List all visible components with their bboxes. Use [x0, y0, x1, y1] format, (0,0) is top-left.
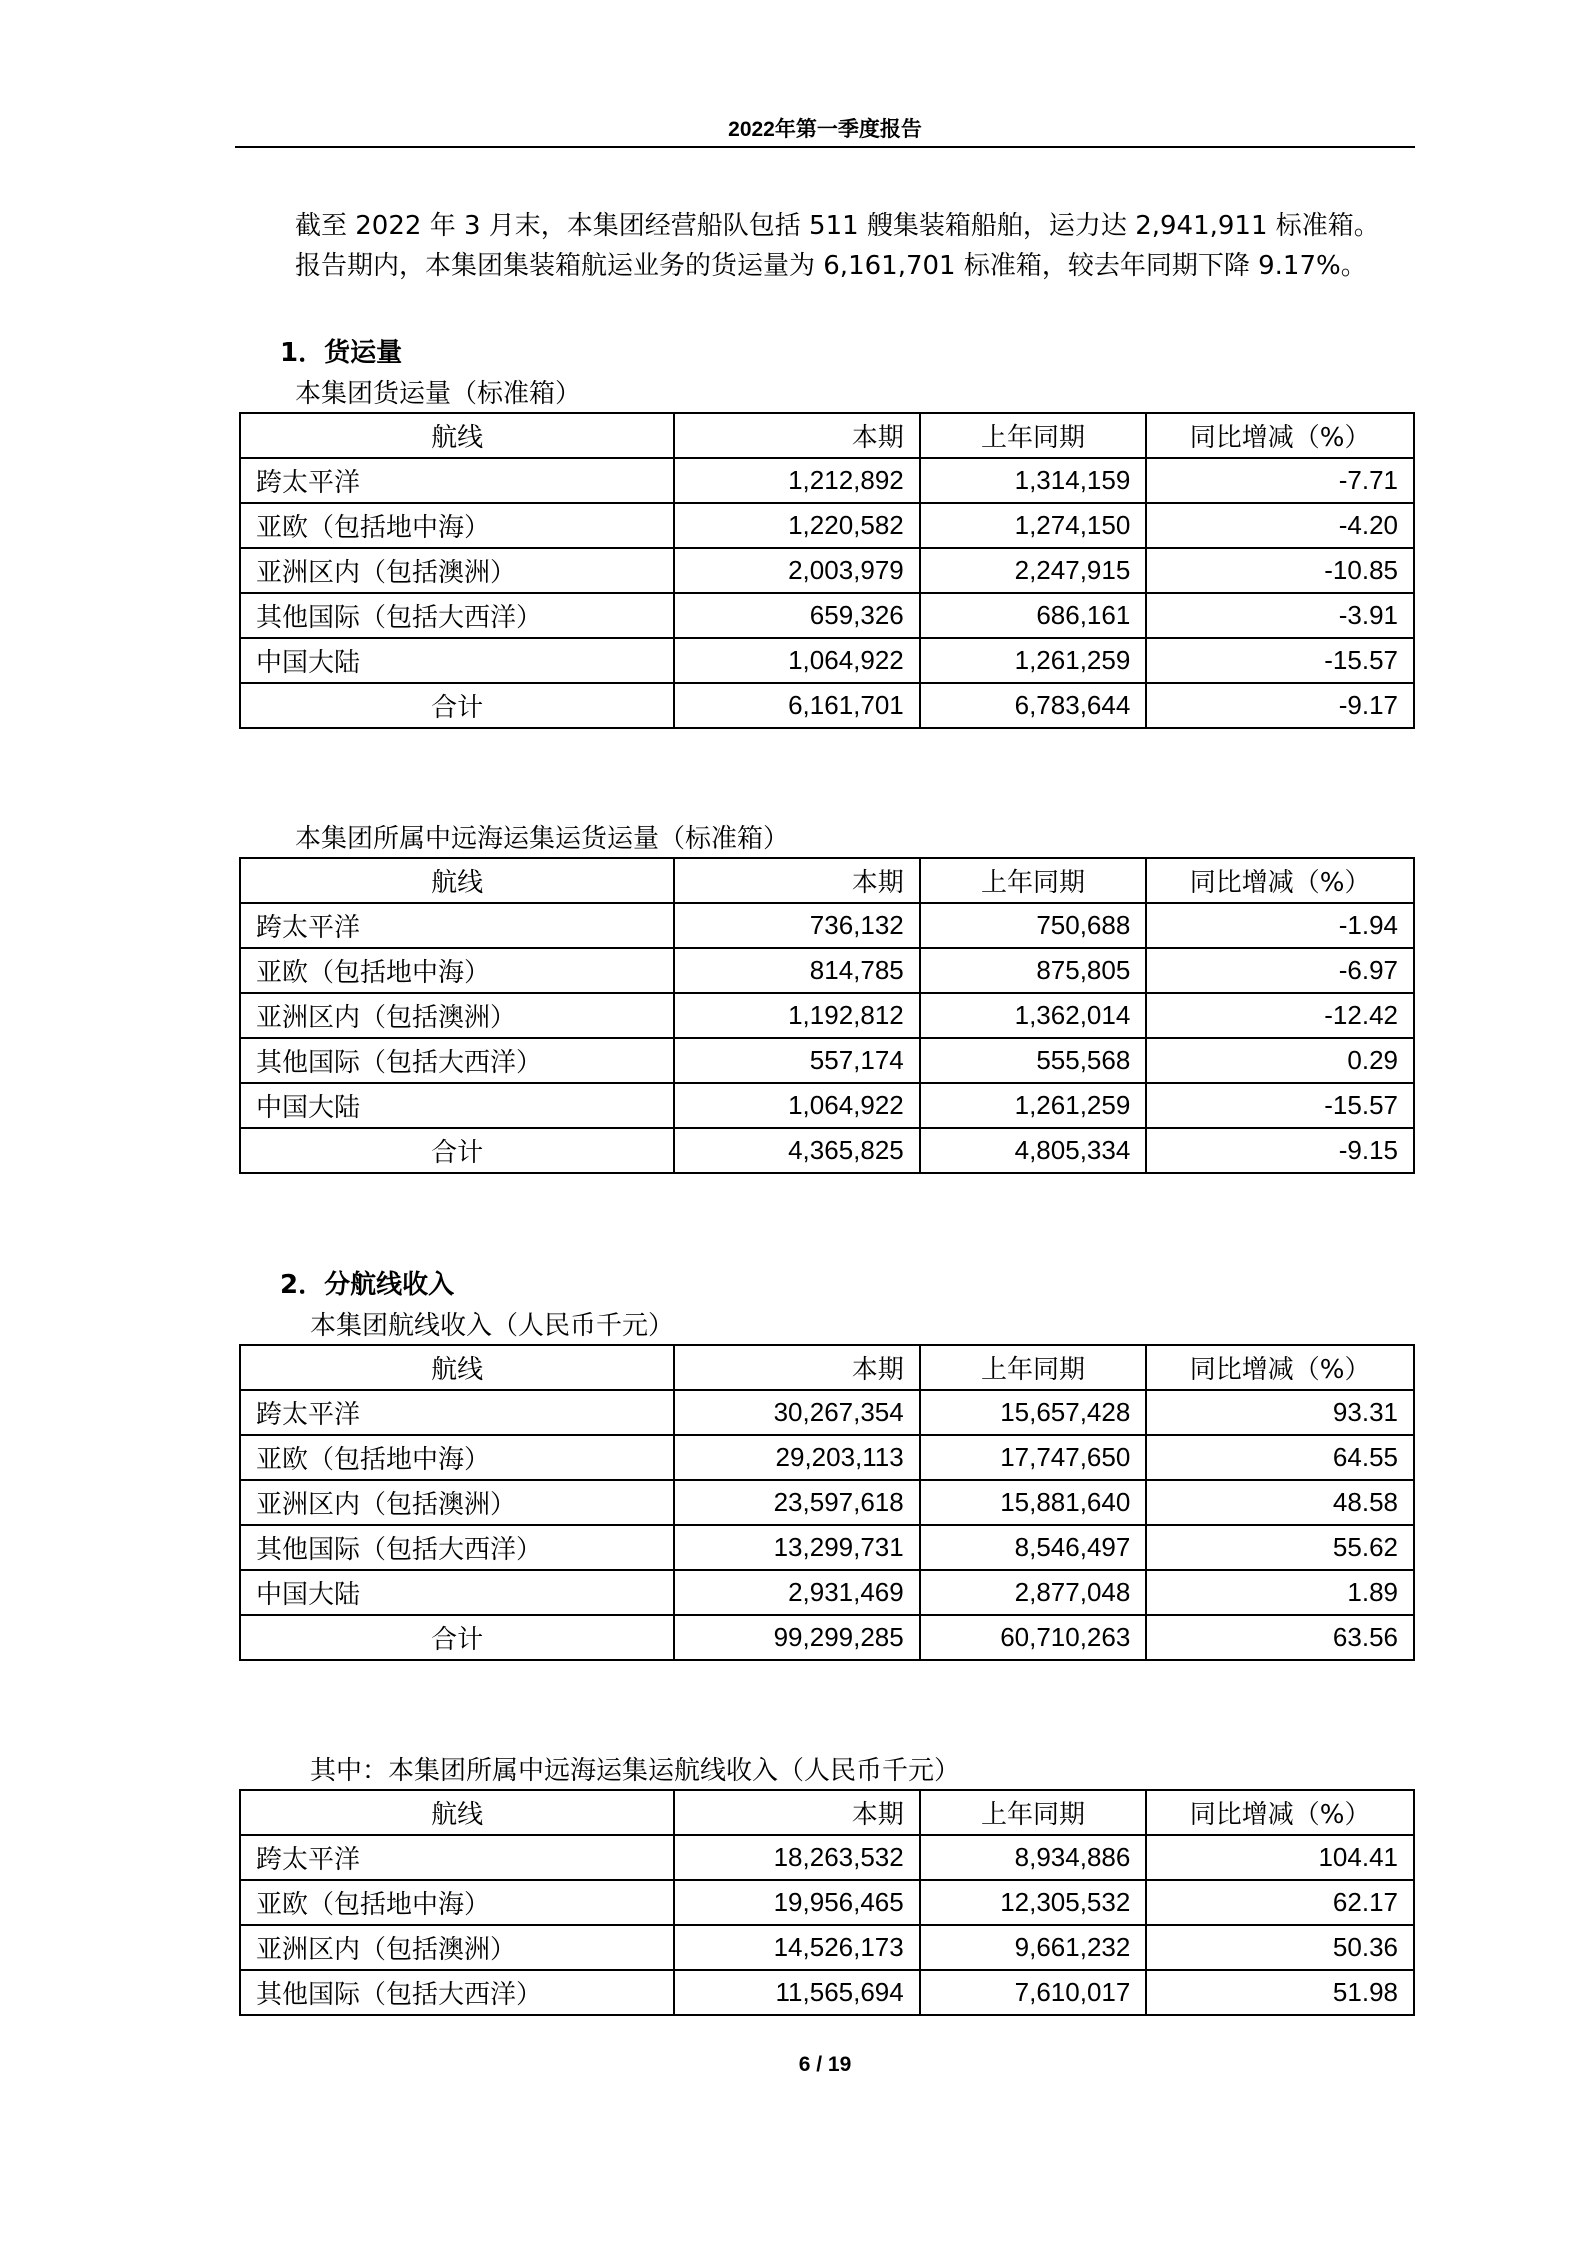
table-header-row — [240, 1790, 1414, 1835]
table-row — [240, 458, 1414, 503]
table-caption: 本集团货运量（标准箱） — [295, 379, 582, 409]
column-header-prior: 上年同期 — [920, 413, 1147, 458]
column-header-route: 航线 — [240, 1790, 674, 1835]
coscon-cargo-volume-table — [239, 857, 1415, 1174]
current-cell: 1,220,582 — [674, 503, 919, 548]
current-cell: 99,299,285 — [674, 1615, 919, 1660]
group-cargo-volume-table — [239, 412, 1415, 729]
table-row — [240, 638, 1414, 683]
current-cell: 1,192,812 — [674, 993, 919, 1038]
change-cell: 51.98 — [1146, 1970, 1414, 2015]
prior-cell: 2,247,915 — [920, 548, 1147, 593]
column-header-route: 航线 — [240, 858, 674, 903]
table-row — [240, 1390, 1414, 1435]
table-row — [240, 903, 1414, 948]
table-caption: 本集团所属中远海运集运货运量（标准箱） — [295, 824, 790, 854]
route-cell: 亚欧（包括地中海） — [240, 1880, 674, 1925]
intro-paragraph-line-1: 截至 2022 年 3 月末，本集团经营船队包括 511 艘集装箱船舶，运力达 2,941,911 标准箱。 — [295, 211, 1380, 241]
report-title: 2022年第一季度报告 — [728, 118, 922, 141]
table-total-row — [240, 683, 1414, 728]
change-cell: -7.71 — [1146, 458, 1414, 503]
change-cell: -6.97 — [1146, 948, 1414, 993]
current-cell: 30,267,354 — [674, 1390, 919, 1435]
table-total-row — [240, 1615, 1414, 1660]
table-caption: 其中：本集团所属中远海运集运航线收入（人民币千元） — [310, 1756, 961, 1786]
column-header-prior: 上年同期 — [920, 1790, 1147, 1835]
current-cell: 2,931,469 — [674, 1570, 919, 1615]
route-cell: 亚欧（包括地中海） — [240, 1435, 674, 1480]
group-route-revenue-table — [239, 1344, 1415, 1661]
current-cell: 1,064,922 — [674, 638, 919, 683]
current-cell: 1,064,922 — [674, 1083, 919, 1128]
route-cell: 亚洲区内（包括澳洲） — [240, 548, 674, 593]
route-cell: 亚洲区内（包括澳洲） — [240, 1925, 674, 1970]
route-cell: 中国大陆 — [240, 1570, 674, 1615]
column-header-current: 本期 — [674, 1345, 919, 1390]
table-row — [240, 548, 1414, 593]
table-row — [240, 1083, 1414, 1128]
route-cell: 中国大陆 — [240, 1083, 674, 1128]
change-cell: -3.91 — [1146, 593, 1414, 638]
table-row — [240, 993, 1414, 1038]
section-heading-cargo-volume: 1．货运量 — [280, 338, 403, 368]
prior-cell: 8,934,886 — [920, 1835, 1147, 1880]
column-header-change: 同比增减（%） — [1146, 858, 1414, 903]
current-cell: 4,365,825 — [674, 1128, 919, 1173]
change-cell: -9.15 — [1146, 1128, 1414, 1173]
prior-cell: 15,881,640 — [920, 1480, 1147, 1525]
table-row — [240, 1835, 1414, 1880]
current-cell: 6,161,701 — [674, 683, 919, 728]
route-cell: 跨太平洋 — [240, 458, 674, 503]
table-row — [240, 1970, 1414, 2015]
coscon-route-revenue-table — [239, 1789, 1415, 2016]
current-cell: 736,132 — [674, 903, 919, 948]
change-cell: -15.57 — [1146, 1083, 1414, 1128]
table-row — [240, 1880, 1414, 1925]
change-cell: -9.17 — [1146, 683, 1414, 728]
route-cell: 其他国际（包括大西洋） — [240, 1970, 674, 2015]
route-cell: 中国大陆 — [240, 638, 674, 683]
table-row — [240, 1925, 1414, 1970]
header-divider — [235, 146, 1415, 148]
prior-cell: 15,657,428 — [920, 1390, 1147, 1435]
table-row — [240, 948, 1414, 993]
table-row — [240, 503, 1414, 548]
current-cell: 11,565,694 — [674, 1970, 919, 2015]
current-cell: 557,174 — [674, 1038, 919, 1083]
prior-cell: 9,661,232 — [920, 1925, 1147, 1970]
route-cell: 跨太平洋 — [240, 1835, 674, 1880]
table-row — [240, 1480, 1414, 1525]
intro-paragraph-line-2: 报告期内，本集团集装箱航运业务的货运量为 6,161,701 标准箱，较去年同期下降 9.17%。 — [295, 251, 1367, 281]
table-header-row — [240, 858, 1414, 903]
prior-cell: 686,161 — [920, 593, 1147, 638]
change-cell: -15.57 — [1146, 638, 1414, 683]
current-cell: 814,785 — [674, 948, 919, 993]
table-caption: 本集团航线收入（人民币千元） — [310, 1311, 675, 1341]
prior-cell: 6,783,644 — [920, 683, 1147, 728]
route-cell: 亚欧（包括地中海） — [240, 503, 674, 548]
prior-cell: 1,261,259 — [920, 1083, 1147, 1128]
current-cell: 14,526,173 — [674, 1925, 919, 1970]
column-header-change: 同比增减（%） — [1146, 1790, 1414, 1835]
prior-cell: 1,314,159 — [920, 458, 1147, 503]
column-header-current: 本期 — [674, 1790, 919, 1835]
prior-cell: 2,877,048 — [920, 1570, 1147, 1615]
prior-cell: 555,568 — [920, 1038, 1147, 1083]
change-cell: 50.36 — [1146, 1925, 1414, 1970]
column-header-change: 同比增减（%） — [1146, 1345, 1414, 1390]
change-cell: 93.31 — [1146, 1390, 1414, 1435]
change-cell: -1.94 — [1146, 903, 1414, 948]
route-cell: 亚洲区内（包括澳洲） — [240, 1480, 674, 1525]
change-cell: 0.29 — [1146, 1038, 1414, 1083]
table-row — [240, 1525, 1414, 1570]
current-cell: 18,263,532 — [674, 1835, 919, 1880]
prior-cell: 1,261,259 — [920, 638, 1147, 683]
route-cell: 其他国际（包括大西洋） — [240, 1038, 674, 1083]
prior-cell: 750,688 — [920, 903, 1147, 948]
current-cell: 659,326 — [674, 593, 919, 638]
table-row — [240, 1435, 1414, 1480]
current-cell: 19,956,465 — [674, 1880, 919, 1925]
page-number: 6 / 19 — [798, 2053, 852, 2076]
prior-cell: 1,362,014 — [920, 993, 1147, 1038]
prior-cell: 8,546,497 — [920, 1525, 1147, 1570]
change-cell: 1.89 — [1146, 1570, 1414, 1615]
table-header-row — [240, 413, 1414, 458]
change-cell: 48.58 — [1146, 1480, 1414, 1525]
change-cell: 55.62 — [1146, 1525, 1414, 1570]
current-cell: 23,597,618 — [674, 1480, 919, 1525]
prior-cell: 7,610,017 — [920, 1970, 1147, 2015]
route-cell: 合计 — [240, 1128, 674, 1173]
column-header-change: 同比增减（%） — [1146, 413, 1414, 458]
change-cell: 64.55 — [1146, 1435, 1414, 1480]
prior-cell: 12,305,532 — [920, 1880, 1147, 1925]
current-cell: 1,212,892 — [674, 458, 919, 503]
route-cell: 跨太平洋 — [240, 903, 674, 948]
current-cell: 29,203,113 — [674, 1435, 919, 1480]
prior-cell: 1,274,150 — [920, 503, 1147, 548]
column-header-current: 本期 — [674, 413, 919, 458]
change-cell: -10.85 — [1146, 548, 1414, 593]
prior-cell: 4,805,334 — [920, 1128, 1147, 1173]
prior-cell: 60,710,263 — [920, 1615, 1147, 1660]
change-cell: 104.41 — [1146, 1835, 1414, 1880]
change-cell: -12.42 — [1146, 993, 1414, 1038]
column-header-prior: 上年同期 — [920, 1345, 1147, 1390]
change-cell: -4.20 — [1146, 503, 1414, 548]
section-heading-route-revenue: 2．分航线收入 — [280, 1270, 455, 1300]
change-cell: 63.56 — [1146, 1615, 1414, 1660]
route-cell: 合计 — [240, 1615, 674, 1660]
table-row — [240, 1038, 1414, 1083]
route-cell: 其他国际（包括大西洋） — [240, 593, 674, 638]
column-header-prior: 上年同期 — [920, 858, 1147, 903]
column-header-route: 航线 — [240, 1345, 674, 1390]
route-cell: 跨太平洋 — [240, 1390, 674, 1435]
table-header-row — [240, 1345, 1414, 1390]
change-cell: 62.17 — [1146, 1880, 1414, 1925]
current-cell: 2,003,979 — [674, 548, 919, 593]
column-header-current: 本期 — [674, 858, 919, 903]
route-cell: 亚洲区内（包括澳洲） — [240, 993, 674, 1038]
column-header-route: 航线 — [240, 413, 674, 458]
route-cell: 合计 — [240, 683, 674, 728]
route-cell: 其他国际（包括大西洋） — [240, 1525, 674, 1570]
prior-cell: 875,805 — [920, 948, 1147, 993]
table-total-row — [240, 1128, 1414, 1173]
route-cell: 亚欧（包括地中海） — [240, 948, 674, 993]
current-cell: 13,299,731 — [674, 1525, 919, 1570]
table-row — [240, 593, 1414, 638]
prior-cell: 17,747,650 — [920, 1435, 1147, 1480]
table-row — [240, 1570, 1414, 1615]
